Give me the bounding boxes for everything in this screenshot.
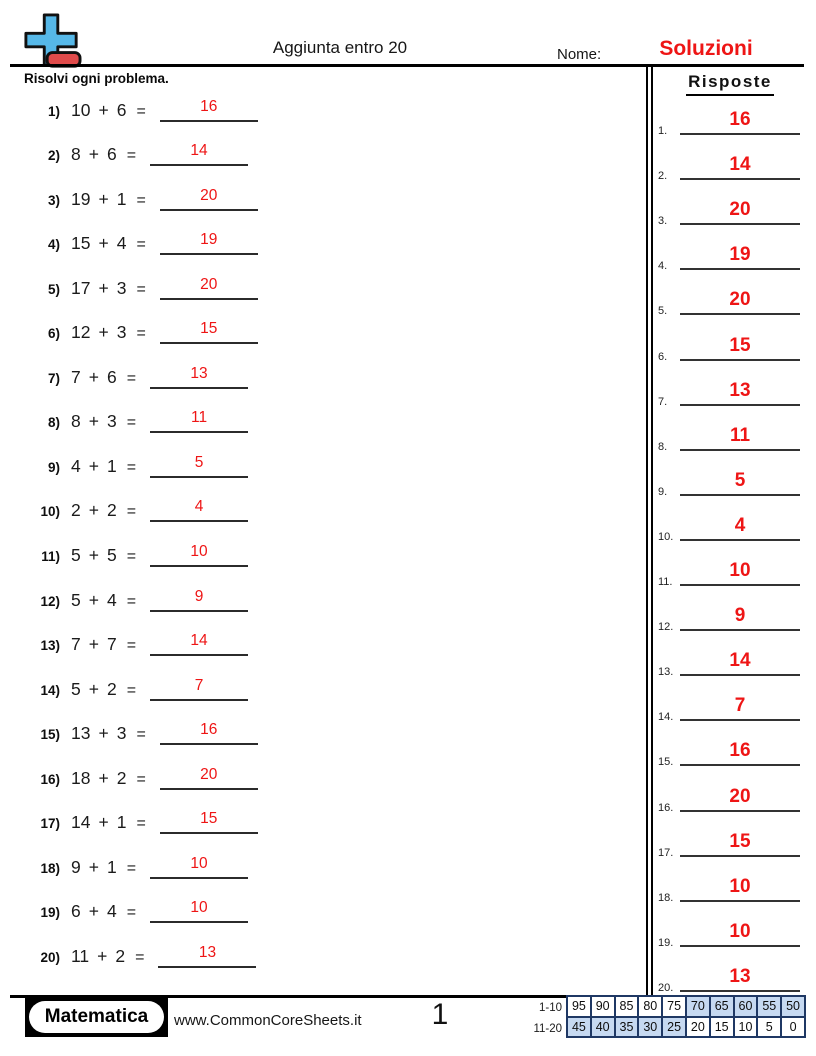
problem-expression — [71, 100, 146, 122]
problem-expression — [71, 857, 136, 879]
answer-number: 15. — [658, 756, 674, 769]
answer-number: 4. — [658, 260, 668, 273]
problem-expression — [71, 946, 144, 968]
problem-answer-blank: 11 — [150, 409, 248, 433]
addend-2: 2 — [106, 678, 117, 699]
problem-number: 5) — [47, 281, 60, 297]
score-cell: 60 — [734, 996, 758, 1017]
answer-row — [655, 815, 805, 860]
problem-row — [28, 478, 628, 523]
plus-operator: + — [98, 233, 109, 254]
answer-number: 3. — [658, 215, 668, 228]
problem-row — [28, 122, 628, 167]
addend-2: 6 — [106, 366, 117, 387]
answers-panel-title: Risposte — [655, 72, 805, 96]
page-number: 1 — [431, 998, 449, 1031]
equals-sign: = — [136, 770, 146, 788]
divider-line-outer — [646, 64, 648, 995]
problem-expression — [71, 590, 136, 612]
addend-2: 3 — [116, 723, 127, 744]
problem-row — [28, 567, 628, 612]
problem-number: 17) — [40, 816, 60, 832]
answer-number: 2. — [658, 170, 668, 183]
score-cell: 55 — [757, 996, 781, 1017]
answer-row — [655, 318, 805, 363]
problem-expression — [71, 456, 136, 478]
equals-sign: = — [136, 191, 146, 209]
problem-number: 18) — [40, 860, 60, 876]
problem-number: 14) — [40, 682, 60, 698]
problem-expression — [71, 278, 146, 300]
website-url: www.CommonCoreSheets.it — [174, 1012, 362, 1029]
addend-2: 3 — [116, 277, 127, 298]
answer-blank: 16 — [680, 740, 800, 766]
addend-1: 6 — [71, 901, 81, 922]
answer-blank: 20 — [680, 289, 800, 315]
problem-row — [28, 701, 628, 746]
answers-list — [655, 93, 805, 995]
plus-operator: + — [88, 589, 99, 610]
problem-number: 1) — [47, 103, 60, 119]
answer-row — [655, 364, 805, 409]
problem-number: 4) — [47, 237, 60, 253]
answer-row — [655, 860, 805, 905]
name-label: Nome: — [557, 46, 602, 63]
equals-sign: = — [126, 859, 137, 877]
problem-number: 19) — [40, 905, 60, 921]
problem-expression — [71, 322, 146, 344]
score-cell: 95 — [567, 996, 591, 1017]
equals-sign: = — [126, 503, 137, 521]
problem-row — [28, 300, 628, 345]
answer-number: 11. — [658, 576, 673, 589]
addend-2: 1 — [106, 856, 117, 877]
problem-row — [28, 745, 628, 790]
plus-operator: + — [98, 188, 109, 209]
answer-blank: 5 — [680, 470, 800, 496]
problem-number: 9) — [47, 459, 60, 475]
addend-2: 4 — [106, 589, 117, 610]
answer-number: 7. — [658, 395, 668, 408]
plus-operator: + — [98, 723, 109, 744]
problem-number: 12) — [40, 593, 60, 609]
problem-answer-blank: 9 — [150, 588, 248, 612]
problem-answer-blank: 4 — [150, 498, 248, 522]
addend-1: 10 — [71, 99, 91, 120]
answer-blank: 10 — [680, 560, 800, 586]
problem-expression — [71, 768, 146, 790]
problem-row — [28, 612, 628, 657]
score-row-labels — [488, 998, 562, 1039]
answer-row — [655, 273, 805, 318]
answer-row — [655, 724, 805, 769]
problem-answer-blank: 14 — [150, 632, 248, 656]
problem-expression — [71, 634, 136, 656]
problem-number: 6) — [47, 326, 60, 342]
equals-sign: = — [136, 726, 146, 744]
problem-answer-blank: 10 — [150, 899, 248, 923]
problem-expression — [71, 233, 146, 255]
problem-answer-blank: 20 — [160, 187, 258, 211]
addend-2: 7 — [106, 634, 117, 655]
answer-number: 9. — [658, 485, 668, 498]
answer-blank: 14 — [680, 650, 800, 676]
brand-label: Matematica — [29, 1001, 164, 1033]
addend-1: 5 — [71, 589, 81, 610]
brand-logo — [25, 997, 168, 1037]
problem-answer-blank: 7 — [150, 677, 248, 701]
problem-number: 3) — [47, 192, 60, 208]
addend-2: 2 — [116, 767, 127, 788]
equals-sign: = — [126, 458, 137, 476]
problem-answer-blank: 13 — [150, 365, 248, 389]
score-table — [566, 995, 806, 1038]
score-cell: 10 — [734, 1017, 758, 1038]
score-cell: 25 — [662, 1017, 686, 1038]
plus-operator: + — [98, 767, 109, 788]
plus-operator: + — [88, 366, 99, 387]
problem-expression — [71, 500, 136, 522]
plus-operator: + — [88, 455, 99, 476]
answer-row — [655, 454, 805, 499]
score-cell: 50 — [781, 996, 805, 1017]
addend-2: 5 — [106, 545, 117, 566]
problem-expression — [71, 545, 136, 567]
problem-answer-blank: 15 — [160, 810, 258, 834]
answer-number: 10. — [658, 530, 674, 543]
answer-number: 5. — [658, 305, 668, 318]
score-cell: 65 — [710, 996, 734, 1017]
equals-sign: = — [126, 592, 137, 610]
score-row-label-2: 11-20 — [533, 1022, 562, 1035]
problem-row — [28, 656, 628, 701]
problem-number: 7) — [47, 370, 60, 386]
addend-1: 5 — [71, 678, 81, 699]
answer-blank: 7 — [680, 695, 800, 721]
score-cell: 30 — [638, 1017, 662, 1038]
score-cell: 40 — [591, 1017, 615, 1038]
answer-number: 19. — [658, 936, 674, 949]
plus-operator: + — [98, 277, 109, 298]
problem-answer-blank: 16 — [160, 98, 258, 122]
header-rule — [10, 64, 804, 67]
problem-answer-blank: 10 — [150, 543, 248, 567]
plus-operator: + — [88, 411, 99, 432]
problem-row — [28, 255, 628, 300]
score-cell: 75 — [662, 996, 686, 1017]
equals-sign: = — [126, 904, 137, 922]
answer-blank: 14 — [680, 154, 800, 180]
addend-1: 14 — [71, 812, 91, 833]
plus-operator: + — [88, 901, 99, 922]
answer-number: 17. — [658, 846, 674, 859]
problem-number: 20) — [40, 949, 60, 965]
score-cell: 85 — [615, 996, 639, 1017]
score-cell: 45 — [567, 1017, 591, 1038]
equals-sign: = — [136, 325, 146, 343]
answer-row — [655, 769, 805, 814]
addend-1: 11 — [71, 945, 90, 966]
score-cell: 20 — [686, 1017, 710, 1038]
addend-2: 4 — [116, 233, 127, 254]
problem-expression — [71, 367, 136, 389]
addend-2: 3 — [106, 411, 117, 432]
addend-1: 4 — [71, 455, 81, 476]
addend-1: 19 — [71, 188, 91, 209]
answer-blank: 10 — [680, 876, 800, 902]
problem-row — [28, 344, 628, 389]
equals-sign: = — [126, 681, 137, 699]
addend-2: 4 — [106, 901, 117, 922]
equals-sign: = — [136, 280, 146, 298]
problems-list — [28, 77, 628, 968]
addend-1: 9 — [71, 856, 81, 877]
answer-number: 18. — [658, 891, 674, 904]
problem-row — [28, 77, 628, 122]
answer-blank: 20 — [680, 199, 800, 225]
problem-answer-blank: 10 — [150, 855, 248, 879]
plus-operator: + — [88, 856, 99, 877]
problem-answer-blank: 16 — [160, 721, 258, 745]
answer-blank: 13 — [680, 380, 800, 406]
answer-blank: 4 — [680, 515, 800, 541]
equals-sign: = — [126, 548, 137, 566]
problem-answer-blank: 20 — [160, 766, 258, 790]
equals-sign: = — [136, 815, 146, 833]
answer-row — [655, 950, 805, 995]
plus-operator: + — [88, 500, 99, 521]
answer-row — [655, 589, 805, 634]
equals-sign: = — [136, 236, 146, 254]
addend-1: 17 — [71, 277, 91, 298]
addend-1: 7 — [71, 366, 81, 387]
score-cell: 0 — [781, 1017, 805, 1038]
answer-number: 20. — [658, 981, 674, 994]
problem-number: 13) — [40, 638, 60, 654]
addend-2: 3 — [116, 322, 127, 343]
instruction-text: Risolvi ogni problema. — [24, 71, 169, 86]
score-cell: 35 — [615, 1017, 639, 1038]
score-cell: 90 — [591, 996, 615, 1017]
problem-answer-blank: 14 — [150, 142, 248, 166]
problem-expression — [71, 144, 136, 166]
problem-row — [28, 211, 628, 256]
plus-operator: + — [88, 545, 99, 566]
answer-row — [655, 679, 805, 724]
answer-blank: 15 — [680, 335, 800, 361]
problem-number: 10) — [40, 504, 60, 520]
problem-row — [28, 834, 628, 879]
answer-number: 13. — [658, 666, 674, 679]
name-value-solutions: Soluzioni — [659, 37, 753, 60]
problem-row — [28, 433, 628, 478]
answer-blank: 9 — [680, 605, 800, 631]
answer-blank: 11 — [680, 425, 800, 451]
problem-answer-blank: 5 — [150, 454, 248, 478]
answer-blank: 15 — [680, 831, 800, 857]
answer-row — [655, 409, 805, 454]
problem-expression — [71, 723, 146, 745]
answer-number: 12. — [658, 621, 674, 634]
plus-operator: + — [98, 99, 109, 120]
answer-row — [655, 634, 805, 679]
addend-2: 1 — [106, 455, 117, 476]
plus-operator: + — [98, 812, 109, 833]
equals-sign: = — [126, 637, 137, 655]
problem-row — [28, 166, 628, 211]
answer-blank: 20 — [680, 786, 800, 812]
answer-number: 14. — [658, 711, 674, 724]
addend-1: 12 — [71, 322, 91, 343]
answer-blank: 10 — [680, 921, 800, 947]
answer-row — [655, 499, 805, 544]
answer-row — [655, 138, 805, 183]
addend-2: 1 — [116, 812, 127, 833]
answer-number: 8. — [658, 440, 668, 453]
addend-1: 18 — [71, 767, 91, 788]
plus-operator: + — [97, 945, 108, 966]
addend-1: 2 — [71, 500, 81, 521]
problem-answer-blank: 19 — [160, 231, 258, 255]
answer-row — [655, 544, 805, 589]
addend-2: 6 — [116, 99, 127, 120]
plus-operator: + — [88, 634, 99, 655]
problem-expression — [71, 812, 146, 834]
plus-operator: + — [98, 322, 109, 343]
problem-row — [28, 879, 628, 924]
score-cell: 5 — [757, 1017, 781, 1038]
addend-1: 8 — [71, 144, 81, 165]
problem-expression — [71, 411, 136, 433]
addend-2: 6 — [106, 144, 117, 165]
answer-row — [655, 183, 805, 228]
problem-expression — [71, 189, 146, 211]
problem-row — [28, 790, 628, 835]
divider-line-inner — [651, 64, 653, 995]
addend-1: 8 — [71, 411, 81, 432]
score-row-label-1: 1-10 — [538, 1002, 562, 1014]
problem-number: 16) — [40, 771, 60, 787]
problem-expression — [71, 901, 136, 923]
answer-blank: 19 — [680, 244, 800, 270]
problem-number: 11) — [41, 549, 60, 565]
equals-sign: = — [126, 147, 137, 165]
score-cell: 15 — [710, 1017, 734, 1038]
problem-row — [28, 522, 628, 567]
answer-number: 6. — [658, 350, 668, 363]
equals-sign: = — [126, 414, 137, 432]
problem-expression — [71, 679, 136, 701]
problem-number: 2) — [47, 148, 60, 164]
plus-operator: + — [88, 144, 99, 165]
problem-row — [28, 923, 628, 968]
answer-row — [655, 905, 805, 950]
problem-answer-blank: 13 — [158, 944, 256, 968]
problem-number: 8) — [47, 415, 60, 431]
problem-row — [28, 389, 628, 434]
addend-1: 5 — [71, 545, 81, 566]
equals-sign: = — [126, 369, 137, 387]
addend-2: 2 — [106, 500, 117, 521]
plus-operator: + — [88, 678, 99, 699]
answer-number: 16. — [658, 801, 674, 814]
addend-1: 7 — [71, 634, 81, 655]
addend-2: 1 — [116, 188, 127, 209]
problem-answer-blank: 20 — [160, 276, 258, 300]
addend-1: 15 — [71, 233, 91, 254]
answer-blank: 13 — [680, 966, 800, 992]
answer-row — [655, 228, 805, 273]
score-cell: 80 — [638, 996, 662, 1017]
answer-blank: 16 — [680, 109, 800, 135]
score-cell: 70 — [686, 996, 710, 1017]
addend-2: 2 — [115, 945, 126, 966]
answer-row — [655, 93, 805, 138]
equals-sign: = — [135, 948, 145, 966]
problem-number: 15) — [40, 727, 60, 743]
addend-1: 13 — [71, 723, 91, 744]
problem-answer-blank: 15 — [160, 320, 258, 344]
equals-sign: = — [136, 102, 146, 120]
worksheet-title: Aggiunta entro 20 — [272, 38, 408, 57]
answer-number: 1. — [658, 125, 668, 138]
